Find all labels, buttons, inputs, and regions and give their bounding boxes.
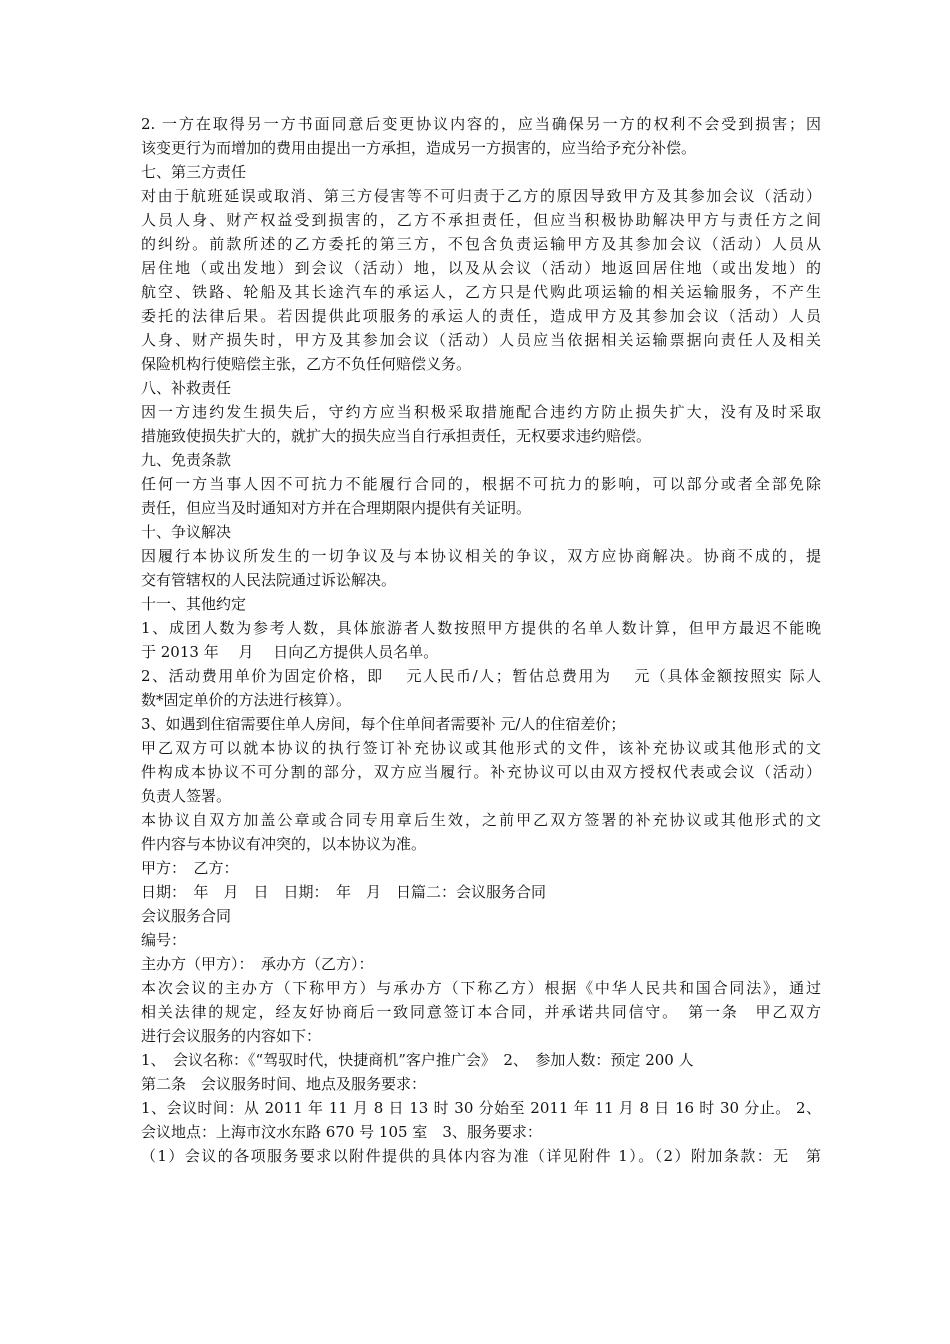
document-body [141,112,821,1168]
text-line: 八、补救责任 [141,379,232,397]
text-line: 居住地（或出发地）到会议（活动）地，以及从会议（活动）地返回居住地（或出发地）的 [141,259,821,277]
text-line: 负责人签署。 [141,787,232,805]
text-line: 1、成团人数为参考人数，具体旅游者人数按照甲方提供的名单人数计算，但甲方最迟不能晚 [141,619,821,637]
text-line: 九、免责条款 [141,451,232,469]
text-line: 于 2013 年 月 日向乙方提供人员名单。 [141,643,439,661]
text-line: 任何一方当事人因不可抗力不能履行合同的，根据不可抗力的影响，可以部分或者全部免除 [141,475,821,493]
text-line: 本协议自双方加盖公章或合同专用章后生效，之前甲乙双方签署的补充协议或其他形式的文 [141,811,821,829]
text-line: 委托的法律后果。若因提供此项服务的承运人的责任，造成甲方及其参加会议（活动）人员 [141,307,821,325]
text-line: 件构成本协议不可分割的部分，双方应当履行。补充协议可以由双方授权代表或会议（活动） [141,763,821,781]
text-line: 本次会议的主办方（下称甲方）与承办方（下称乙方）根据《中华人民共和国合同法》，通过 [141,979,821,997]
text-line: （1）会议的各项服务要求以附件提供的具体内容为准（详见附件 1）。（2）附加条款：无 第 [141,1147,821,1165]
text-line: 3、如遇到住宿需要住单人房间，每个住单间者需要补 元/人的住宿差价； [141,715,626,733]
text-line: 保险机构行使赔偿主张，乙方不负任何赔偿义务。 [141,355,472,373]
text-line: 2. 一方在取得另一方书面同意后变更协议内容的，应当确保另一方的权利不会受到损害；因 [141,115,821,133]
text-line: 编号： [141,931,187,949]
text-line: 进行会议服务的内容如下： [141,1027,322,1045]
text-line: 对由于航班延误或取消、第三方侵害等不可归责于乙方的原因导致甲方及其参加会议（活动） [141,187,821,205]
text-line: 第二条 会议服务时间、地点及服务要求： [141,1075,427,1093]
text-line: 航空、铁路、轮船及其长途汽车的承运人，乙方只是代购此项运输的相关运输服务，不产生 [141,283,821,301]
text-line: 十、争议解决 [141,523,232,541]
text-line: 因一方违约发生损失后，守约方应当积极采取措施配合违约方防止损失扩大，没有及时采取 [141,403,821,421]
text-line: 甲乙双方可以就本协议的执行签订补充协议或其他形式的文件，该补充协议或其他形式的文 [141,739,821,757]
text-line: 日期： 年 月 日 日期： 年 月 日篇二：会议服务合同 [141,883,547,901]
text-line: 的纠纷。前款所述的乙方委托的第三方，不包含负责运输甲方及其参加会议（活动）人员从 [141,235,821,253]
text-line: 因履行本协议所发生的一切争议及与本协议相关的争议，双方应协商解决。协商不成的，提 [141,547,821,565]
text-line: 交有管辖权的人民法院通过诉讼解决。 [141,571,397,589]
text-line: 十一、其他约定 [141,595,247,613]
text-line: 甲方： 乙方： [141,859,239,877]
text-line: 七、第三方责任 [141,163,247,181]
text-line: 件内容与本协议有冲突的，以本协议为准。 [141,835,427,853]
text-line: 相关法律的规定，经友好协商后一致同意签订本合同，并承诺共同信守。 第一条 甲乙双方 [141,1003,821,1021]
text-line: 主办方（甲方）： 承办方（乙方）： [141,955,374,973]
text-line: 责任，但应当及时通知对方并在合理期限内提供有关证明。 [141,499,532,517]
text-line: 1、会议时间：从 2011 年 11 月 8 日 13 时 30 分始至 2011 年 11 月 8 日 16 时 30 分止。 2、 [141,1099,821,1117]
text-line: 人身、财产损失时，甲方及其参加会议（活动）人员应当依据相关运输票据向责任人及相关 [141,331,821,349]
text-line: 会议服务合同 [141,907,232,925]
text-line: 该变更行为而增加的费用由提出一方承担，造成另一方损害的，应当给予充分补偿。 [141,139,697,157]
text-line: 会议地点：上海市汶水东路 670 号 105 室 3、服务要求： [141,1123,542,1141]
text-line: 1、 会议名称：《“驾驭时代，快捷商机”客户推广会》 2、 参加人数：预定 200 人 [141,1051,694,1069]
text-line: 2、活动费用单价为固定价格，即 元人民币/人；暂估总费用为 元（具体金额按照实 际人 [141,667,821,685]
text-line: 措施致使损失扩大的，就扩大的损失应当自行承担责任，无权要求违约赔偿。 [141,427,652,445]
text-line: 数*固定单价的方法进行核算）。 [141,691,352,709]
text-line: 人员人身、财产权益受到损害的，乙方不承担责任，但应当积极协助解决甲方与责任方之间 [141,211,821,229]
